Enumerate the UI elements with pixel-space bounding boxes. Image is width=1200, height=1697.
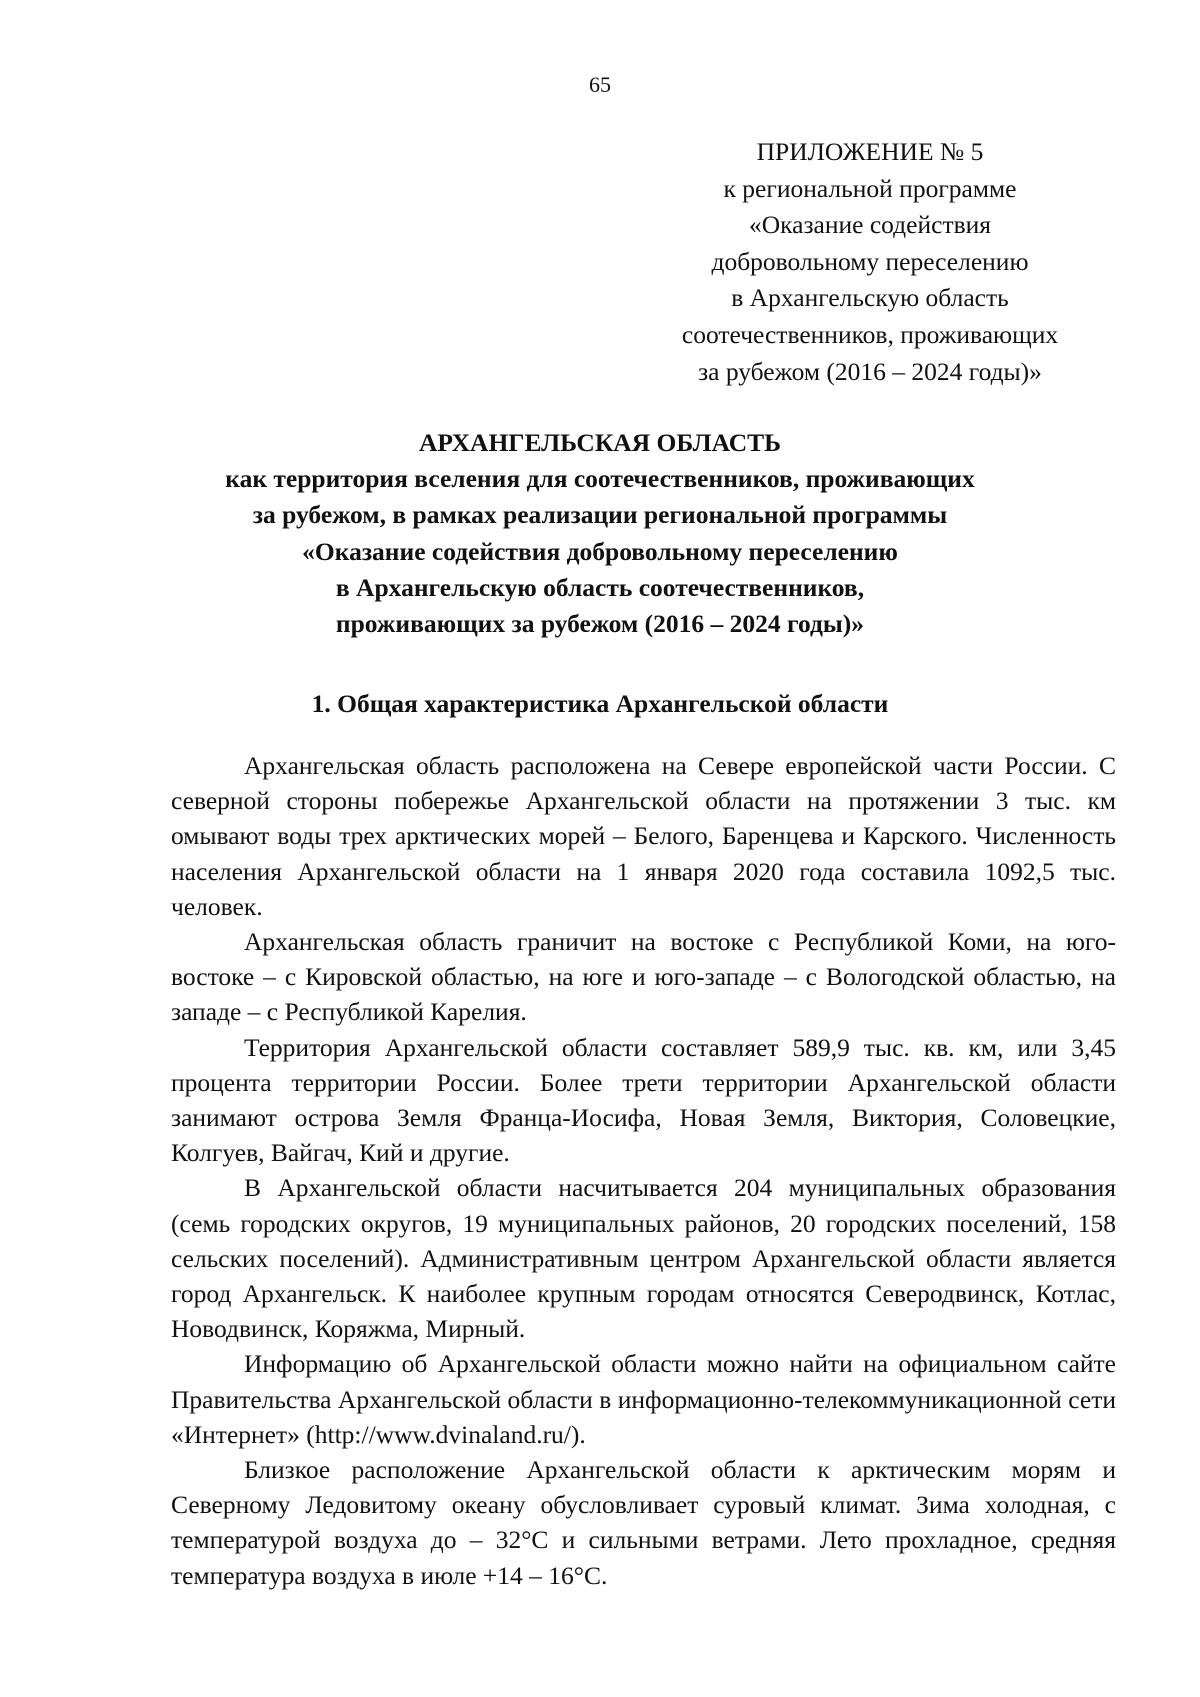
appendix-line: к региональной программе <box>723 173 1017 203</box>
title-line: проживающих за рубежом (2016 – 2024 годы)» <box>335 609 865 639</box>
document-title <box>130 425 1070 642</box>
paragraph-website: Информацию об Архангельской области можно найти на официальном сайте Правительства Архангельской области в информационно-телекоммуникационной сети «Интернет» (http://www.dvinaland.ru/). <box>171 1349 1116 1449</box>
title-line: как территория вселения для соотечественников, проживающих <box>225 464 975 494</box>
appendix-line: ПРИЛОЖЕНИЕ № 5 <box>756 137 984 166</box>
section-body <box>171 748 1116 1593</box>
appendix-line: за рубежом (2016 – 2024 годы)» <box>698 356 1042 386</box>
paragraph-climate: Близкое расположение Архангельской области к арктическим морям и Северному Ледовитому океану обусловливает суровый климат. Зима холодная, с температурой воздуха до – 32°С и сильными ветрами. Лето прохладное, средняя температура воздуха в июле +14 – 16°С. <box>171 1455 1116 1590</box>
title-line: в Архангельскую область соотечественников, <box>335 572 865 602</box>
paragraph-territory: Территория Архангельской области составляет 589,9 тыс. кв. км, или 3,45 процента территории России. Более трети территории Архангельской области занимают острова Земля Франца-Иосифа, Новая Земля, Виктория, Соловецкие, Колгуев, Вайгач, Кий и другие. <box>171 1032 1116 1168</box>
title-line: за рубежом, в рамках реализации региональной программы <box>252 500 948 530</box>
title-line: АРХАНГЕЛЬСКАЯ ОБЛАСТЬ <box>418 428 782 457</box>
appendix-header <box>640 134 1100 390</box>
appendix-line: соотечественников, проживающих <box>681 319 1059 349</box>
appendix-line: в Архангельскую область <box>731 283 1009 313</box>
section-heading: 1. Общая характеристика Архангельской области <box>311 689 889 718</box>
title-line: «Оказание содействия добровольному переселению <box>302 536 898 566</box>
appendix-line: «Оказание содействия <box>748 210 991 240</box>
page-number: 65 <box>589 72 611 97</box>
paragraph-municipalities: В Архангельской области насчитывается 204 муниципальных образования (семь городских округов, 19 муниципальных районов, 20 городских поселений, 158 сельских поселений). Административным центром Архангельской области является город Архангельск. К наиболее крупным городам относятся Северодвинск, Котлас, Новодвинск, Коряжма, Мирный. <box>171 1173 1116 1344</box>
appendix-line: добровольному переселению <box>711 246 1029 276</box>
paragraph-borders: Архангельская область граничит на востоке с Республикой Коми, на юго-востоке – с Кировской областью, на юге и юго-западе – с Вологодской областью, на западе – с Республикой Карелия. <box>171 927 1116 1027</box>
paragraph-location: Архангельская область расположена на Севере европейской части России. С северной стороны побережье Архангельской области на протяжении 3 тыс. км омывают воды трех арктических морей – Белого, Баренцева и Карского. Численность населения Архангельской области на 1 января 2020 года составила 1092,5 тыс. человек. <box>171 751 1116 921</box>
